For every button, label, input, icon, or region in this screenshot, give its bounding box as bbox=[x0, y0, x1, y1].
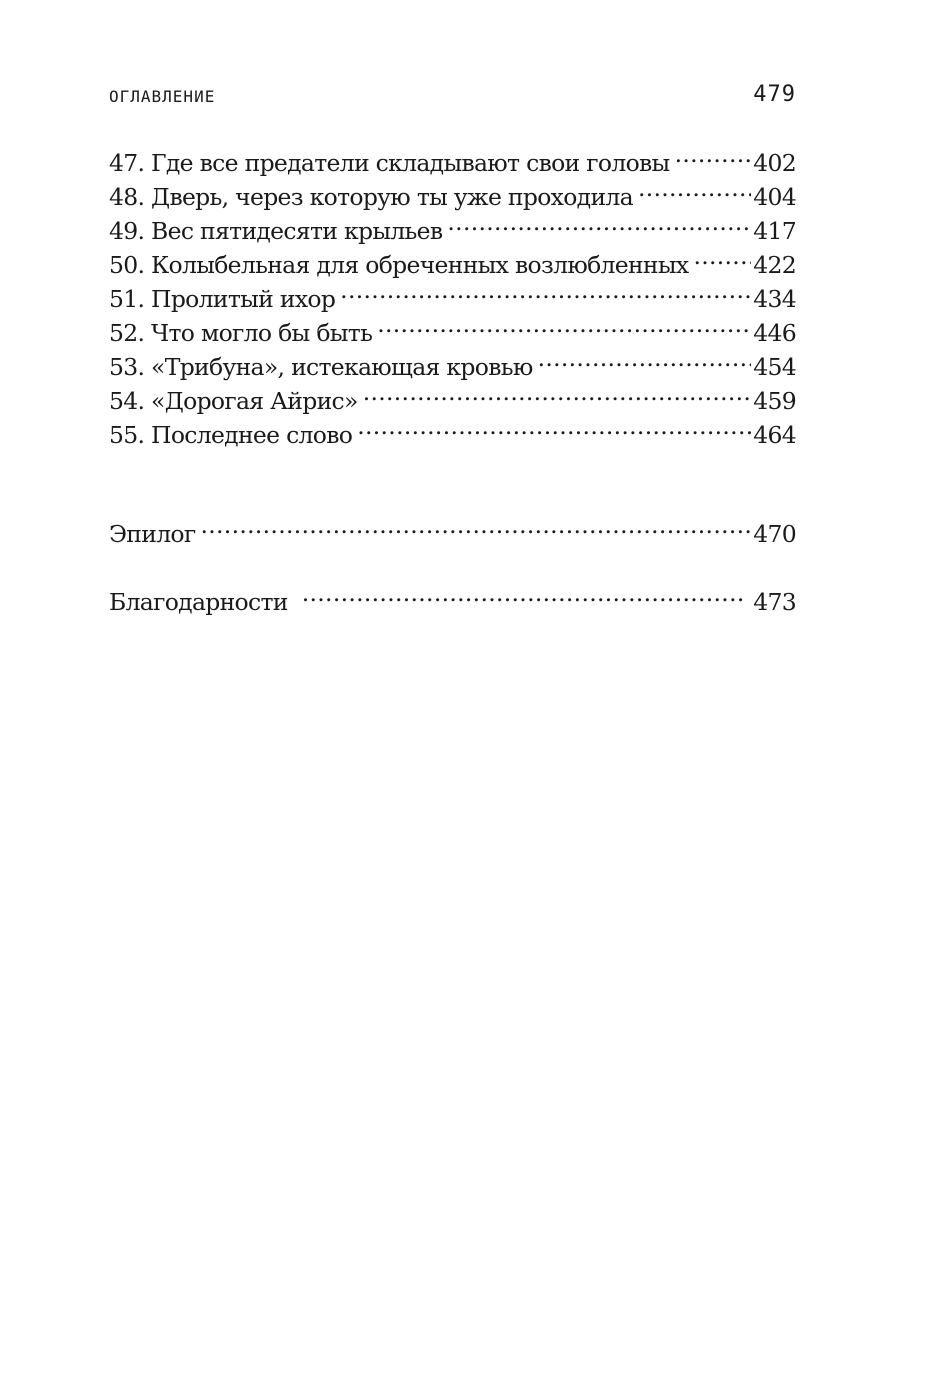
dot-leader bbox=[538, 341, 752, 375]
toc-entry-page: 464 bbox=[753, 421, 796, 449]
dot-leader bbox=[638, 171, 751, 205]
toc-entry-title: Эпилог bbox=[109, 520, 196, 548]
toc-entry-page: 454 bbox=[753, 353, 796, 381]
toc-entry-title: 53. «Трибуна», истекающая кровью bbox=[109, 353, 533, 381]
dot-leader bbox=[447, 205, 751, 239]
toc-entry-title: 54. «Дорогая Айрис» bbox=[109, 387, 358, 415]
toc-entry-title: 50. Колыбельная для обреченных возлюбленных bbox=[109, 251, 689, 279]
toc-entry-page: 434 bbox=[753, 285, 796, 313]
toc-entry-page: 417 bbox=[753, 217, 796, 245]
toc-entry-page: 422 bbox=[753, 251, 796, 279]
toc-entry-47 bbox=[109, 137, 796, 177]
toc-entry-title: 48. Дверь, через которую ты уже проходила bbox=[109, 183, 633, 211]
toc-entry-acknowledgements bbox=[109, 576, 796, 616]
section-title: ОГЛАВЛЕНИЕ bbox=[109, 87, 216, 106]
dot-leader bbox=[302, 576, 744, 610]
dot-leader bbox=[363, 375, 752, 409]
toc-entry-title: 52. Что могло бы быть bbox=[109, 319, 373, 347]
dot-leader bbox=[340, 273, 751, 307]
toc-entry-page: 459 bbox=[753, 387, 796, 415]
dot-leader bbox=[377, 307, 751, 341]
toc-entry-page: 446 bbox=[753, 319, 796, 347]
dot-leader bbox=[201, 508, 752, 542]
toc-entry-title: 55. Последнее слово bbox=[109, 421, 353, 449]
toc-entry-page: 470 bbox=[753, 520, 796, 548]
toc-entry-page: 402 bbox=[753, 149, 796, 177]
dot-leader bbox=[357, 409, 751, 443]
toc-entry-title: 49. Вес пятидесяти крыльев bbox=[109, 217, 443, 245]
dot-leader bbox=[675, 137, 752, 171]
toc-entry-page: 473 bbox=[753, 588, 796, 616]
toc-entry-epilogue bbox=[109, 508, 796, 548]
toc-entry-title: Благодарности bbox=[109, 588, 288, 616]
dot-leader bbox=[693, 239, 751, 273]
toc-entry-title: 51. Пролитый ихор bbox=[109, 285, 336, 313]
toc-chapter-list bbox=[109, 137, 796, 449]
running-head bbox=[109, 82, 796, 112]
toc-entry-title: 47. Где все предатели складывают свои головы bbox=[109, 149, 670, 177]
toc-entry-page: 404 bbox=[753, 183, 796, 211]
page-number: 479 bbox=[753, 82, 796, 107]
